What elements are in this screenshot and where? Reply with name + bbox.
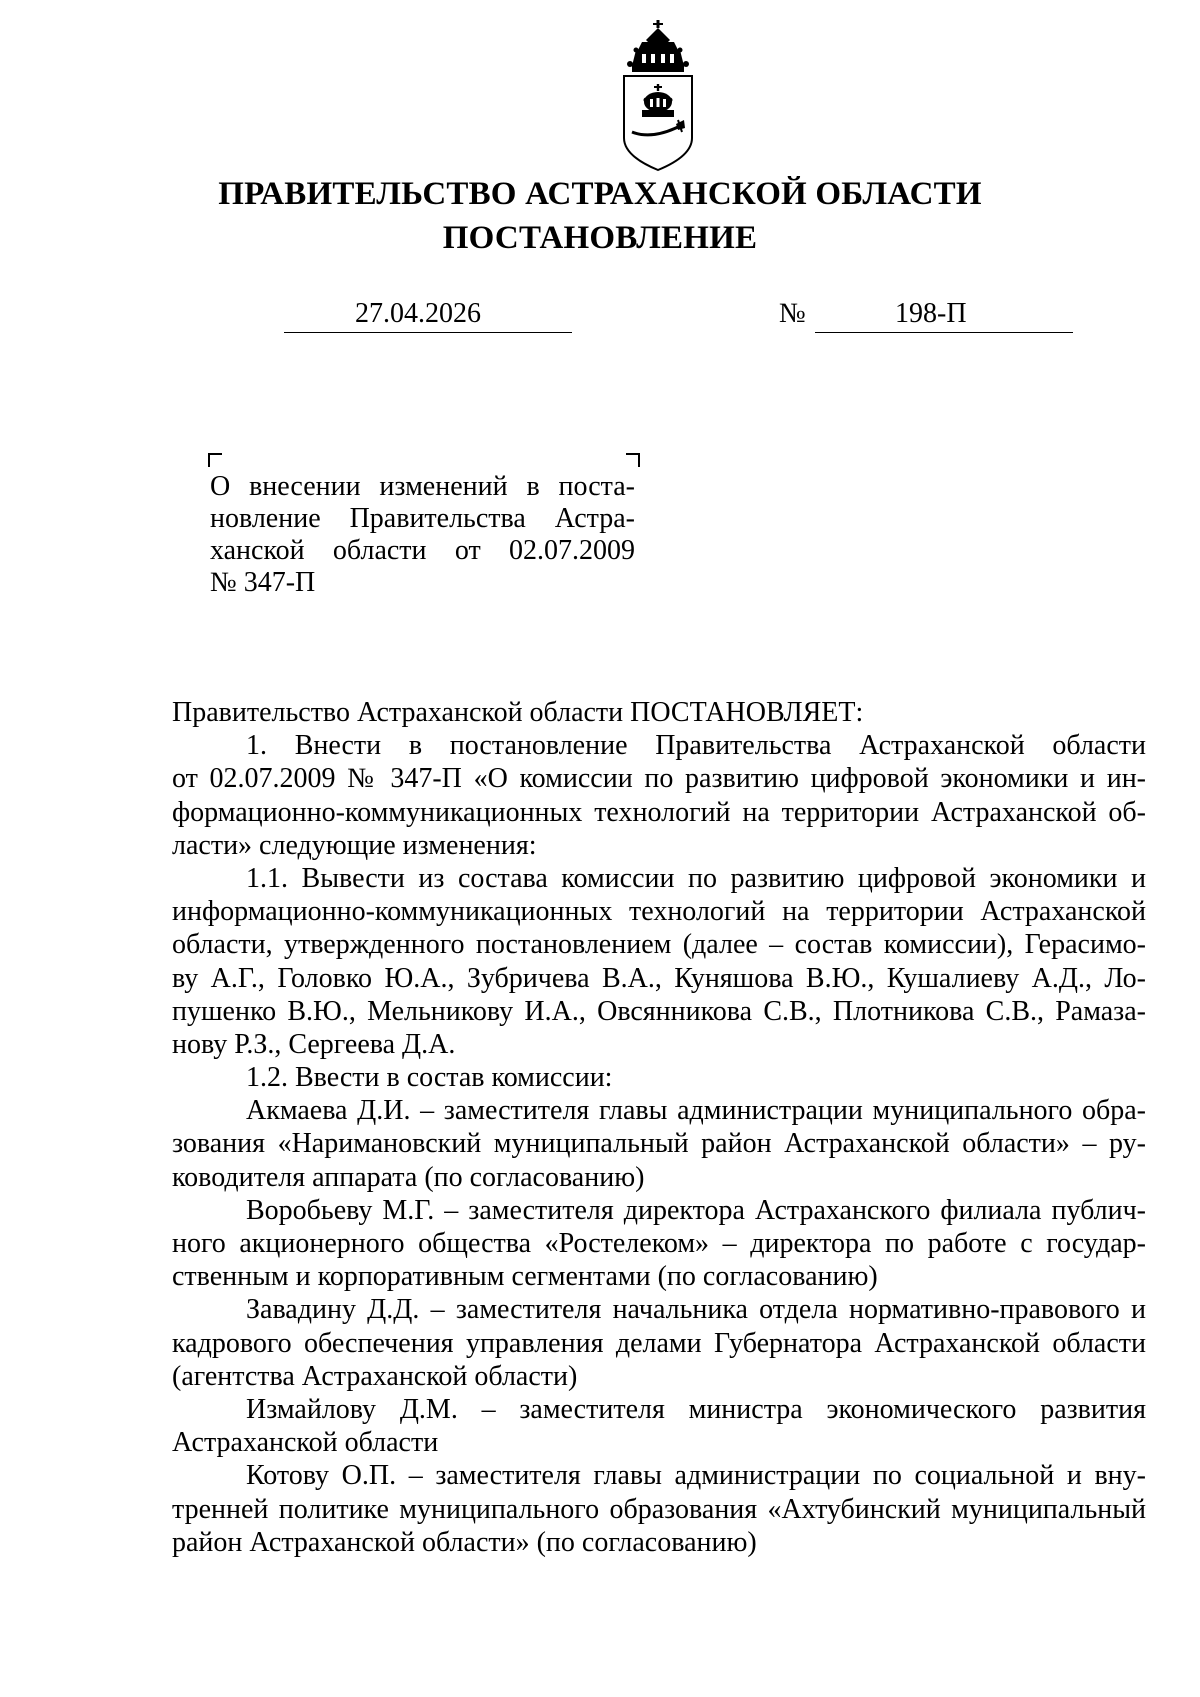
body-line: нову Р.З., Сергеева Д.А. [172,1028,456,1060]
date-underline [284,332,572,333]
body-line: области, утвержденного постановлением (далее – состав комиссии), Герасимо- [172,929,1146,961]
body-line: 1.2. Ввести в состав комиссии: [246,1062,613,1094]
body-line: информационно-коммуникационных технологий на территории Астраханской [172,896,1146,928]
subject-corner-left [208,453,222,467]
body-line: (агентства Астраханской области) [172,1360,578,1392]
body-line: Правительство Астраханской области ПОСТАНОВЛЯЕТ: [172,697,864,728]
body-line: ководителя аппарата (по согласованию) [172,1161,645,1193]
body-line: Акмаева Д.И. – заместителя главы администрации муниципального обра- [246,1095,1146,1127]
body-line: Астраханской области [172,1427,439,1459]
body-line: 1.1. Вывести из состава комиссии по развитию цифровой экономики и [246,862,1146,894]
subject-line: № 347-П [210,567,316,598]
document-body [172,696,1146,1559]
subject-line: новление Правительства Астра- [210,503,635,534]
body-line: тренней политике муниципального образования «Ахтубинский муниципальный [172,1493,1146,1525]
body-line: формационно-коммуникационных технологий на территории Астраханской об- [172,796,1146,828]
body-line: ственным и корпоративным сегментами (по согласованию) [172,1261,878,1293]
body-line: район Астраханской области» (по согласованию) [172,1526,757,1558]
body-line: Измайлову Д.М. – заместителя министра экономического развития [246,1393,1146,1425]
subject-line: О внесении изменений в поста- [210,471,635,502]
body-line: Воробьеву М.Г. – заместителя директора Астраханского филиала публич- [246,1194,1146,1226]
doc-date: 27.04.2026 [355,298,481,329]
body-line: от 02.07.2009 № 347-П «О комиссии по развитию цифровой экономики и ин- [172,763,1146,795]
body-line: кадрового обеспечения управления делами Губернатора Астраханской области [172,1327,1146,1359]
astrakhan-coat-of-arms-icon [618,20,698,172]
body-line: ного акционерного общества «Ростелеком» – директора по работе с государ- [172,1228,1146,1259]
subject-block [210,471,635,599]
org-title: ПРАВИТЕЛЬСТВО АСТРАХАНСКОЙ ОБЛАСТИ [218,176,982,212]
number-underline [815,332,1073,333]
body-line: 1. Внести в постановление Правительства Астраханской области [246,730,1146,762]
subject-corner-right [626,453,640,467]
body-line: Котову О.П. – заместителя главы администрации по социальной и вну- [246,1460,1146,1492]
body-line: ласти» следующие изменения: [172,829,537,861]
number-sign: № [779,298,806,329]
body-line: ву А.Г., Головко Ю.А., Зубричева В.А., Куняшова В.Ю., Кушалиеву А.Д., Ло- [172,962,1146,994]
body-line: Завадину Д.Д. – заместителя начальника отдела нормативно-правового и [246,1294,1146,1326]
doc-number: 198-П [895,298,967,329]
body-line: пушенко В.Ю., Мельникову И.А., Овсянникова С.В., Плотникова С.В., Рамаза- [172,995,1146,1027]
subject-line: ханской области от 02.07.2009 [210,535,635,566]
body-line: зования «Наримановский муниципальный район Астраханской области» – ру- [172,1128,1146,1160]
doc-type-title: ПОСТАНОВЛЕНИЕ [442,220,758,256]
